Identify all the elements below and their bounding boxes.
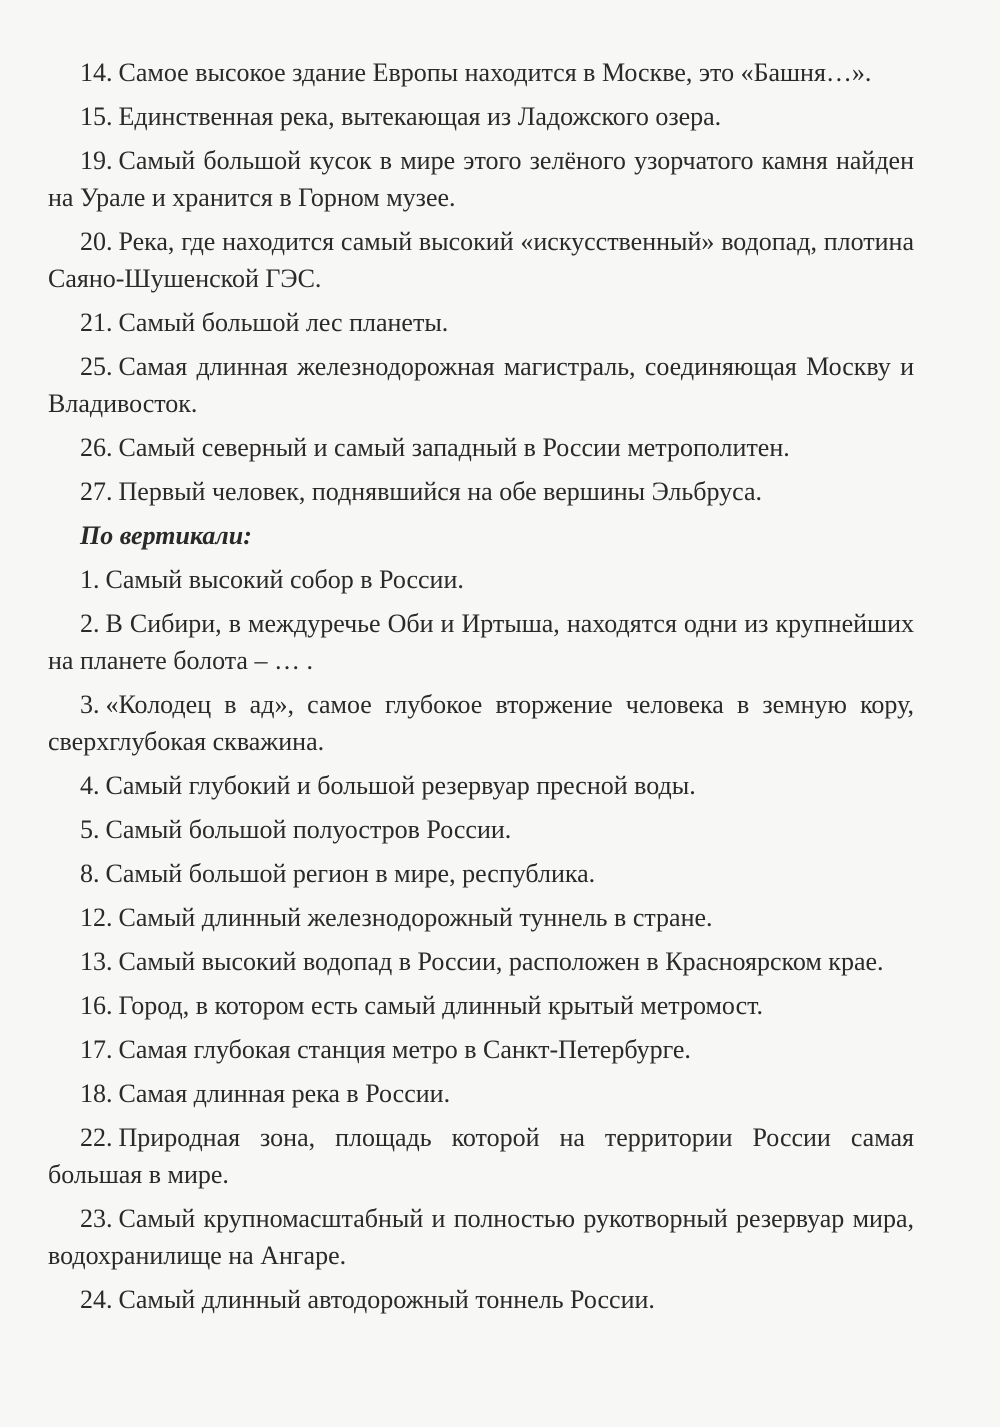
- clue-item: [48, 1119, 914, 1193]
- section-heading-down: По вертикали:: [80, 521, 252, 550]
- clue-text: Самое высокое здание Европы находится в Москве, это «Башня…».: [118, 58, 872, 87]
- clue-number: 4.: [80, 771, 100, 800]
- clue-number: 3.: [80, 690, 100, 719]
- clue-number: 22.: [80, 1123, 113, 1152]
- clue-number: 25.: [80, 352, 113, 381]
- clue-number: 24.: [80, 1285, 113, 1314]
- clue-text: Самый большой кусок в мире этого зелёного узорчатого камня найден на Урале и хранится в Горном музее.: [48, 146, 914, 212]
- clue-number: 17.: [80, 1035, 113, 1064]
- clue-number: 15.: [80, 102, 113, 131]
- clue-text: В Сибири, в междуречье Оби и Иртыша, находятся одни из крупнейших на планете болота – … .: [48, 609, 914, 675]
- document-page: [48, 54, 914, 1325]
- clue-number: 13.: [80, 947, 113, 976]
- clue-text: Самый длинный автодорожный тоннель России.: [118, 1285, 655, 1314]
- clue-item: [48, 855, 914, 892]
- clue-item: [48, 987, 914, 1024]
- clue-item: [48, 223, 914, 297]
- clue-text: Самый северный и самый западный в России метрополитен.: [118, 433, 790, 462]
- clue-item: [48, 304, 914, 341]
- clue-text: Самый высокий водопад в России, расположен в Красноярском крае.: [118, 947, 884, 976]
- clue-item: [48, 1031, 914, 1068]
- clue-text: Природная зона, площадь которой на территории России самая большая в мире.: [48, 1123, 914, 1189]
- clue-text: «Колодец в ад», самое глубокое вторжение человека в земную кору, сверхглубокая скважина.: [48, 690, 914, 756]
- clue-number: 18.: [80, 1079, 113, 1108]
- clue-text: Самый глубокий и большой резервуар пресной воды.: [105, 771, 696, 800]
- clue-text: Самый большой лес планеты.: [118, 308, 449, 337]
- clue-number: 26.: [80, 433, 113, 462]
- clue-item: [48, 54, 914, 91]
- clue-number: 12.: [80, 903, 113, 932]
- clue-item: [48, 98, 914, 135]
- clue-number: 14.: [80, 58, 113, 87]
- clue-item: [48, 1200, 914, 1274]
- clue-text: Самая длинная река в России.: [118, 1079, 451, 1108]
- clue-number: 5.: [80, 815, 100, 844]
- clue-number: 21.: [80, 308, 113, 337]
- clue-number: 2.: [80, 609, 100, 638]
- clue-text: Единственная река, вытекающая из Ладожского озера.: [118, 102, 722, 131]
- clue-item: [48, 473, 914, 510]
- clue-text: Самый крупномасштабный и полностью рукотворный резервуар мира, водохранилище на Ангаре.: [48, 1204, 914, 1270]
- clue-text: Самый большой полуостров России.: [105, 815, 512, 844]
- clue-item: [48, 767, 914, 804]
- across-clue-list: [48, 54, 914, 510]
- clue-text: Самый большой регион в мире, республика.: [105, 859, 596, 888]
- clue-text: Самый длинный железнодорожный туннель в стране.: [118, 903, 713, 932]
- down-clue-list: [48, 561, 914, 1318]
- clue-item: [48, 1075, 914, 1112]
- clue-item: [48, 811, 914, 848]
- clue-text: Река, где находится самый высокий «искусственный» водопад, плотина Саяно-Шушенской ГЭС.: [48, 227, 914, 293]
- clue-number: 23.: [80, 1204, 113, 1233]
- clue-number: 20.: [80, 227, 113, 256]
- clue-item: [48, 348, 914, 422]
- clue-text: Город, в котором есть самый длинный крытый метромост.: [118, 991, 764, 1020]
- clue-number: 27.: [80, 477, 113, 506]
- clue-number: 19.: [80, 146, 113, 175]
- clue-item: [48, 899, 914, 936]
- clue-item: [48, 429, 914, 466]
- clue-item: [48, 1281, 914, 1318]
- clue-text: Самый высокий собор в России.: [105, 565, 464, 594]
- clue-item: [48, 561, 914, 598]
- clue-item: [48, 142, 914, 216]
- clue-number: 8.: [80, 859, 100, 888]
- clue-item: [48, 605, 914, 679]
- clue-text: Первый человек, поднявшийся на обе вершины Эльбруса.: [118, 477, 763, 506]
- clue-number: 1.: [80, 565, 100, 594]
- clue-number: 16.: [80, 991, 113, 1020]
- clue-text: Самая длинная железнодорожная магистраль, соединяющая Москву и Владивосток.: [48, 352, 914, 418]
- clue-text: Самая глубокая станция метро в Санкт-Петербурге.: [118, 1035, 691, 1064]
- clue-item: [48, 943, 914, 980]
- clue-item: [48, 686, 914, 760]
